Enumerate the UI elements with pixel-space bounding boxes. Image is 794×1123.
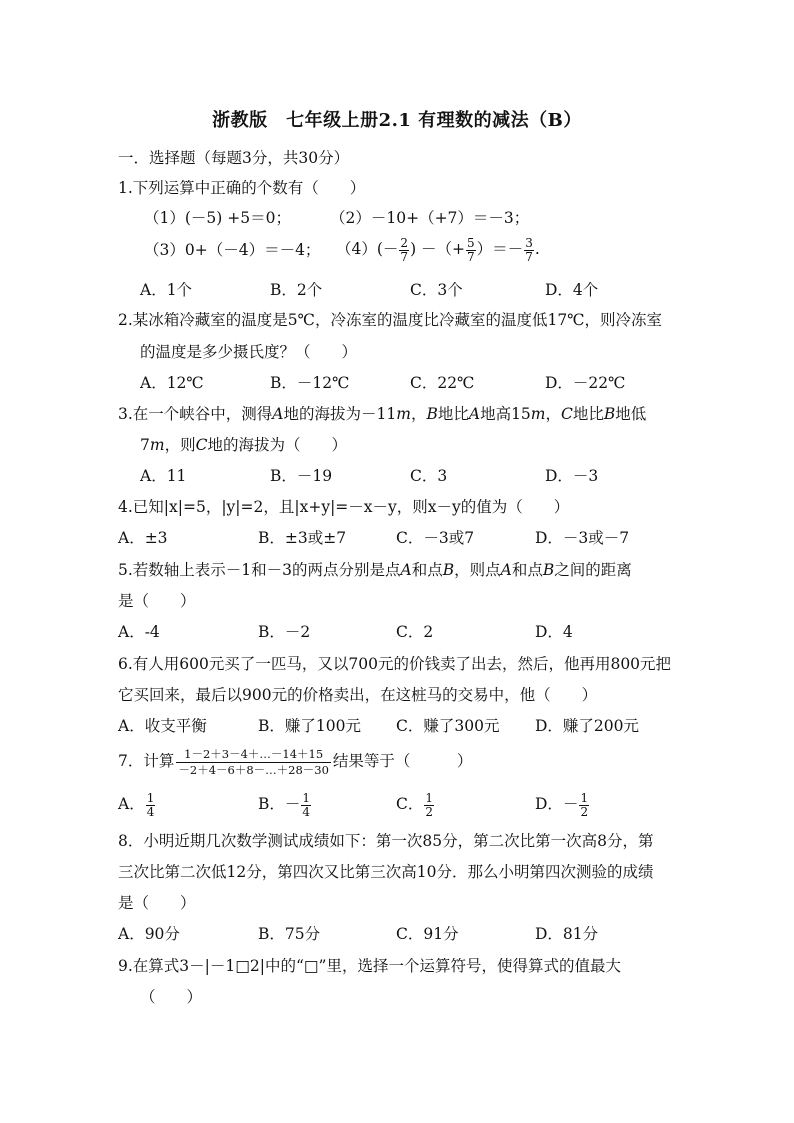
question-8-line-1: 8．小明近期几次数学测试成绩如下：第一次85分，第二次比第一次高8分，第 xyxy=(118,832,654,850)
option-a[interactable]: A．收支平衡 xyxy=(118,717,207,735)
question-1-item-4: （4）(－ $\frac{2}{7}$ ) －（+ $\frac{5}{7}$ ）＝－ $\frac{3}{7}$ . xyxy=(336,235,540,264)
question-2-options xyxy=(0,373,794,393)
option-c[interactable]: C．3 xyxy=(410,467,448,485)
question-4-options xyxy=(0,528,794,548)
question-1-item-1: （1）(－5) +5＝0； xyxy=(144,209,291,227)
fraction: $\frac{1}{2}$ xyxy=(580,790,589,819)
fraction: $\frac{1}{4}$ xyxy=(302,790,311,819)
question-4-stem: 4.已知|x|=5，|y|=2，且|x+y|=－x－y，则x－y的值为（ ） xyxy=(118,498,570,516)
option-c[interactable]: C． $\frac{1}{2}$ xyxy=(396,790,434,819)
question-8-options xyxy=(0,924,794,944)
option-d[interactable]: D．－ $\frac{1}{2}$ xyxy=(535,790,589,819)
section-heading: 一．选择题（每题3分，共30分） xyxy=(118,149,350,167)
question-3-line-2: 7m，则C地的海拔为（ ） xyxy=(140,436,347,454)
option-c[interactable]: C．－3或7 xyxy=(396,529,475,547)
question-1-item-2: （2）－10+（+7）＝－3； xyxy=(330,209,530,227)
option-a[interactable]: A．11 xyxy=(140,467,187,485)
question-8-line-3: 是（ ） xyxy=(118,894,196,912)
option-a[interactable]: A．90分 xyxy=(118,925,180,943)
fraction: $\frac{3}{7}$ xyxy=(525,235,533,264)
question-3-options xyxy=(0,466,794,486)
question-2-line-1: 2.某冰箱冷藏室的温度是5℃，冷冻室的温度比冷藏室的温度低17℃，则冷冻室 xyxy=(118,311,663,329)
option-b[interactable]: B．75分 xyxy=(258,925,321,943)
option-d[interactable]: D．－3或－7 xyxy=(535,529,630,547)
option-d[interactable]: D．－3 xyxy=(545,467,599,485)
option-a[interactable]: A．1个 xyxy=(140,281,193,299)
page-title: 浙教版 七年级上册2.1 有理数的减法（B） xyxy=(212,110,582,131)
question-3-line-1: 3.在一个峡谷中，测得A地的海拔为－11m，B地比A地高15m，C地比B地低 xyxy=(118,405,647,423)
question-5-line-1: 5.若数轴上表示－1和－3的两点分别是点A和点B，则点A和点B之间的距离 xyxy=(118,561,632,579)
question-5-options xyxy=(0,622,794,642)
question-8-line-2: 三次比第二次低12分，第四次又比第三次高10分．那么小明第四次测验的成绩 xyxy=(118,863,654,881)
fraction: $\frac{2}{7}$ xyxy=(400,235,409,264)
option-c[interactable]: C．22℃ xyxy=(410,374,475,392)
option-b[interactable]: B．－12℃ xyxy=(270,374,350,392)
option-a[interactable]: A．12℃ xyxy=(140,374,204,392)
option-c[interactable]: C．2 xyxy=(396,623,434,641)
option-d[interactable]: D．4个 xyxy=(545,281,599,299)
option-c[interactable]: C．赚了300元 xyxy=(396,717,500,735)
option-b[interactable]: B．赚了100元 xyxy=(258,717,361,735)
fraction: $\frac{1-2+3-4+\dots-14+15}{-2+4-6+8-\dots+28-30}$ xyxy=(178,746,329,777)
option-a[interactable]: A．±3 xyxy=(118,529,168,547)
option-b[interactable]: B．－19 xyxy=(270,467,333,485)
fraction: $\frac{5}{7}$ xyxy=(467,235,475,264)
question-7-options xyxy=(0,786,794,822)
option-b[interactable]: B．－2 xyxy=(258,623,311,641)
question-1-stem: 1.下列运算中正确的个数有（ ） xyxy=(118,179,366,197)
question-5-line-2: 是（ ） xyxy=(118,592,196,610)
question-9-line-2: （ ） xyxy=(140,988,203,1006)
option-d[interactable]: D．赚了200元 xyxy=(535,717,640,735)
option-a[interactable]: A． $\frac{1}{4}$ xyxy=(118,790,155,819)
option-a[interactable]: A．-4 xyxy=(118,623,160,641)
question-2-line-2: 的温度是多少摄氏度？（ ） xyxy=(140,343,358,361)
question-1-options xyxy=(0,280,794,300)
option-b[interactable]: B．±3或±7 xyxy=(258,529,347,547)
option-b[interactable]: B．－ $\frac{1}{4}$ xyxy=(258,790,311,819)
question-1-item-3: （3）0+（－4）＝－4； xyxy=(144,241,321,259)
question-7-stem: 7．计算 $\frac{1-2+3-4+\dots-14+15}{-2+4-6+8-\dots+28-30}$ 结果等于（ ） xyxy=(118,746,473,777)
question-6-options xyxy=(0,716,794,736)
question-6-line-2: 它买回来，最后以900元的价格卖出，在这桩马的交易中，他（ ） xyxy=(118,686,598,704)
question-9-line-1: 9.在算式3－|－1□2|中的“□”里，选择一个运算符号，使得算式的值最大 xyxy=(118,957,621,975)
question-6-line-1: 6.有人用600元买了一匹马，又以700元的价钱卖了出去，然后，他再用800元把 xyxy=(118,655,672,673)
option-d[interactable]: D．81分 xyxy=(535,925,599,943)
option-d[interactable]: D．－22℃ xyxy=(545,374,626,392)
option-c[interactable]: C．91分 xyxy=(396,925,459,943)
option-c[interactable]: C．3个 xyxy=(410,281,463,299)
fraction: $\frac{1}{4}$ xyxy=(146,790,155,819)
option-b[interactable]: B．2个 xyxy=(270,281,323,299)
fraction: $\frac{1}{2}$ xyxy=(425,790,434,819)
option-d[interactable]: D．4 xyxy=(535,623,573,641)
